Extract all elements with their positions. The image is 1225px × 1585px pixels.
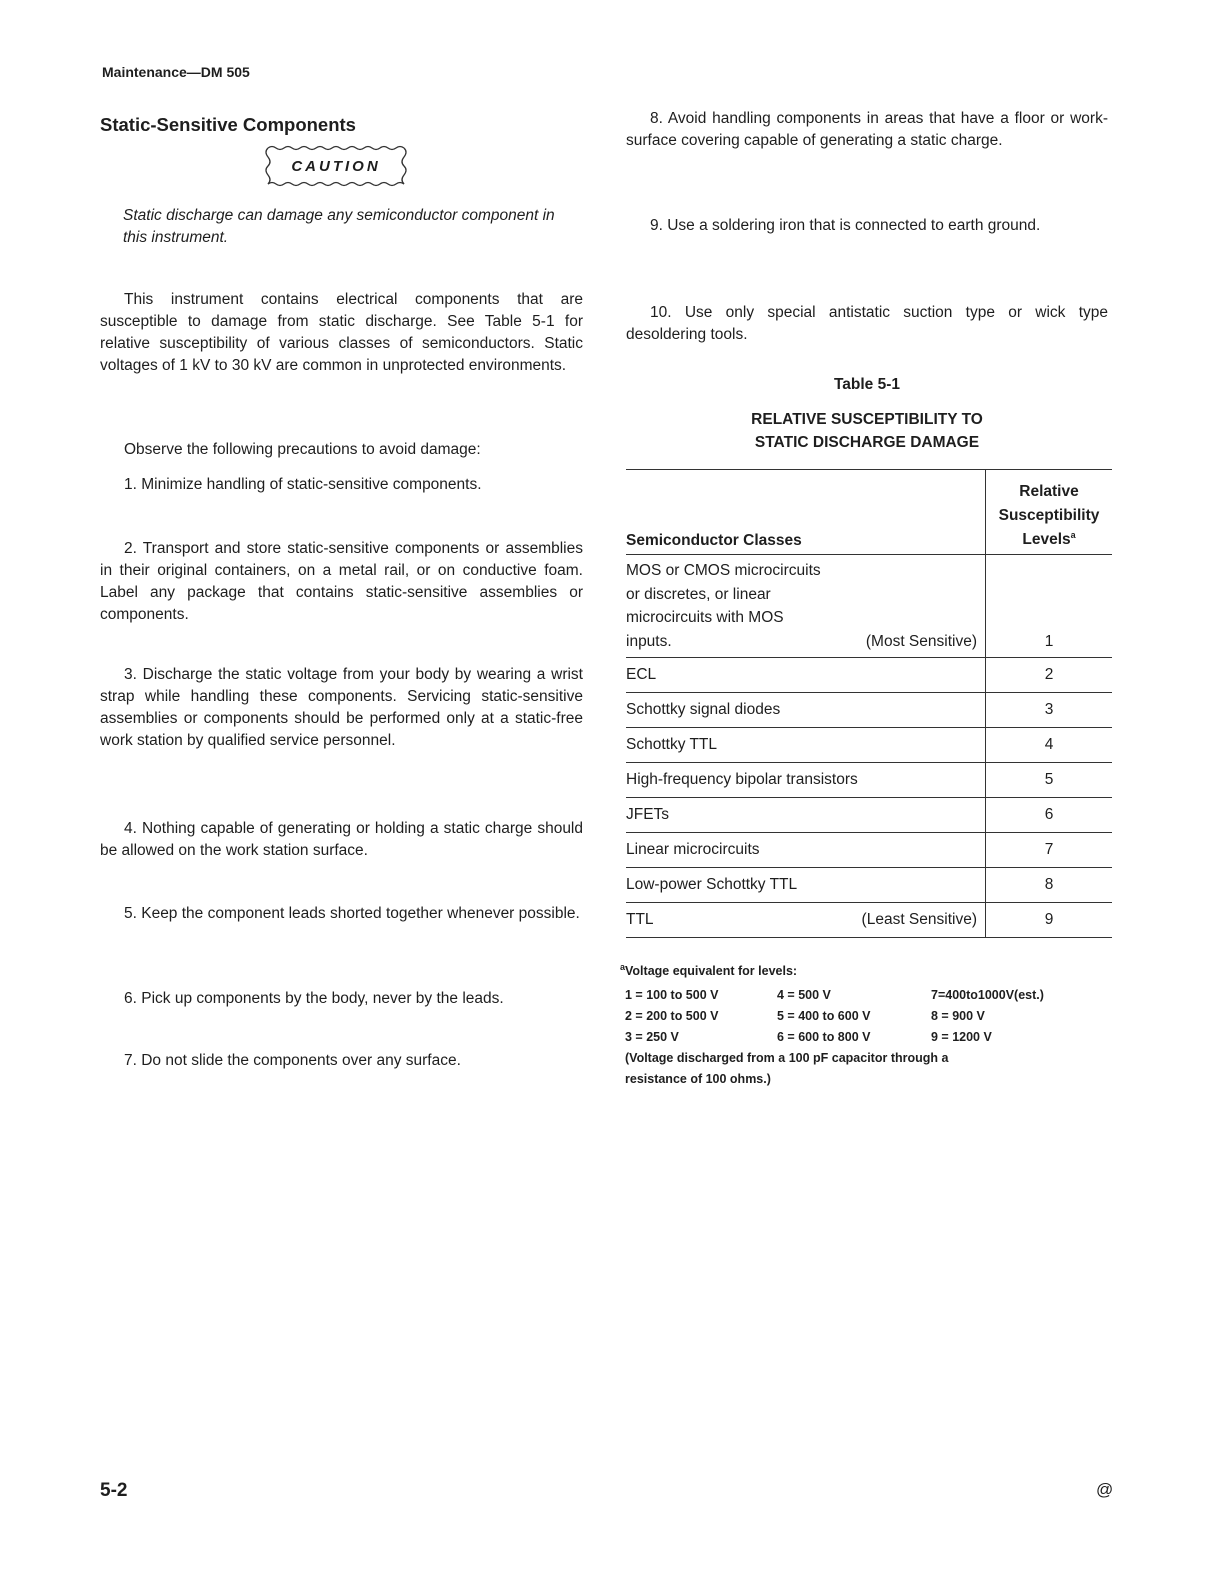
level-cell: 6 bbox=[986, 798, 1113, 833]
class-cell: High-frequency bipolar transistors bbox=[626, 763, 986, 798]
footnote-level: 3 = 250 V bbox=[625, 1030, 679, 1044]
precaution-item: 8. Avoid handling components in areas that have a floor or work-surface covering capable of generating a static charge. bbox=[626, 110, 1108, 149]
section-title: Static-Sensitive Components bbox=[100, 114, 356, 135]
least-sensitive-note: (Least Sensitive) bbox=[861, 911, 977, 928]
table-number: Table 5-1 bbox=[833, 376, 901, 393]
table-row bbox=[626, 693, 1112, 728]
page-header: Maintenance—DM 505 bbox=[102, 64, 250, 80]
class-cell: Linear microcircuits bbox=[626, 833, 986, 868]
footnote-heading-text: Voltage equivalent for levels: bbox=[625, 964, 798, 978]
footnote-level: 1 = 100 to 500 V bbox=[625, 988, 719, 1002]
precaution-item: 10. Use only special antistatic suction type or wick type desoldering tools. bbox=[626, 304, 1108, 343]
table-row bbox=[626, 763, 1112, 798]
column-header-classes: Semiconductor Classes bbox=[626, 470, 986, 555]
precaution-item: 7. Do not slide the components over any surface. bbox=[124, 1052, 461, 1069]
precaution-item: 1. Minimize handling of static-sensitive components. bbox=[124, 476, 482, 493]
class-line: MOS or CMOS microcircuits bbox=[626, 562, 821, 579]
footnote-heading bbox=[620, 961, 797, 982]
footnote-note-line: (Voltage discharged from a 100 pF capacitor through a bbox=[625, 1051, 949, 1065]
level-cell: 4 bbox=[986, 728, 1113, 763]
table-row bbox=[626, 555, 1112, 658]
precaution-item: 5. Keep the component leads shorted together whenever possible. bbox=[124, 905, 580, 922]
susceptibility-table bbox=[626, 469, 1112, 938]
class-cell bbox=[626, 555, 986, 658]
footnote-level: 2 = 200 to 500 V bbox=[625, 1009, 719, 1023]
class-cell: Schottky signal diodes bbox=[626, 693, 986, 728]
table-row bbox=[626, 728, 1112, 763]
class-cell bbox=[626, 903, 986, 938]
precautions-intro: Observe the following precautions to avoid damage: bbox=[124, 441, 481, 458]
footnote-level: 5 = 400 to 600 V bbox=[777, 1009, 871, 1023]
header-line bbox=[986, 528, 1112, 552]
precaution-item: 3. Discharge the static voltage from your body by wearing a wrist strap while handling these components. Servicing static-sensitive assemblies or components should be performed only at a static-free work station by qualified service personnel. bbox=[100, 666, 583, 749]
header-line: Relative bbox=[1019, 483, 1079, 500]
footnote-marker: a bbox=[1070, 529, 1076, 540]
precaution-item: 9. Use a soldering iron that is connected to earth ground. bbox=[650, 217, 1041, 234]
copyright-symbol: @ bbox=[1096, 1480, 1114, 1499]
intro-paragraph: This instrument contains electrical components that are susceptible to damage from static discharge. See Table 5-1 for relative susceptibility of various classes of semiconductors. Static voltages of 1 kV to 30 kV are common in unprotected environments. bbox=[100, 291, 583, 374]
level-cell: 1 bbox=[986, 555, 1113, 658]
footnote-level: 6 = 600 to 800 V bbox=[777, 1030, 871, 1044]
caution-box bbox=[262, 145, 410, 187]
level-cell: 2 bbox=[986, 658, 1113, 693]
precaution-item: 6. Pick up components by the body, never by the leads. bbox=[124, 990, 504, 1007]
footnote-marker: a bbox=[620, 961, 626, 972]
table-row bbox=[626, 658, 1112, 693]
class-line: microcircuits with MOS bbox=[626, 609, 784, 626]
class-cell: JFETs bbox=[626, 798, 986, 833]
table-title: STATIC DISCHARGE DAMAGE bbox=[754, 434, 980, 451]
table-row bbox=[626, 903, 1112, 938]
class-cell: ECL bbox=[626, 658, 986, 693]
class-cell: Schottky TTL bbox=[626, 728, 986, 763]
class-text: TTL bbox=[626, 911, 654, 928]
most-sensitive-note: (Most Sensitive) bbox=[865, 632, 977, 650]
column-header-levels bbox=[986, 470, 1113, 555]
footnote-level: 8 = 900 V bbox=[931, 1009, 985, 1023]
table-title: RELATIVE SUSCEPTIBILITY TO bbox=[751, 411, 983, 428]
header-text: Levels bbox=[1022, 531, 1071, 548]
footnote-level: 4 = 500 V bbox=[777, 988, 831, 1002]
caution-text: Static discharge can damage any semiconductor component in this instrument. bbox=[123, 207, 555, 246]
footnote-level: 9 = 1200 V bbox=[931, 1030, 992, 1044]
level-cell: 9 bbox=[986, 903, 1113, 938]
class-line bbox=[626, 630, 985, 654]
precaution-item: 4. Nothing capable of generating or holding a static charge should be allowed on the work station surface. bbox=[100, 820, 583, 859]
precaution-item: 2. Transport and store static-sensitive components or assemblies in their original containers, on a metal rail, or on conductive foam. Label any package that contains static-sensitive assemblies or components. bbox=[100, 540, 583, 623]
level-cell: 5 bbox=[986, 763, 1113, 798]
class-line bbox=[626, 911, 985, 929]
table-row bbox=[626, 868, 1112, 903]
footnote-level: 7=400to1000V(est.) bbox=[931, 988, 1044, 1002]
level-cell: 7 bbox=[986, 833, 1113, 868]
footnote-note-line: resistance of 100 ohms.) bbox=[625, 1072, 771, 1086]
class-cell: Low-power Schottky TTL bbox=[626, 868, 986, 903]
table-row bbox=[626, 833, 1112, 868]
class-line: or discretes, or linear bbox=[626, 585, 771, 603]
page-number: 5-2 bbox=[100, 1480, 128, 1501]
level-cell: 3 bbox=[986, 693, 1113, 728]
level-cell: 8 bbox=[986, 868, 1113, 903]
class-text: inputs. bbox=[626, 632, 672, 650]
table-row bbox=[626, 798, 1112, 833]
header-line: Susceptibility bbox=[998, 507, 1100, 524]
caution-label: CAUTION bbox=[291, 157, 381, 175]
